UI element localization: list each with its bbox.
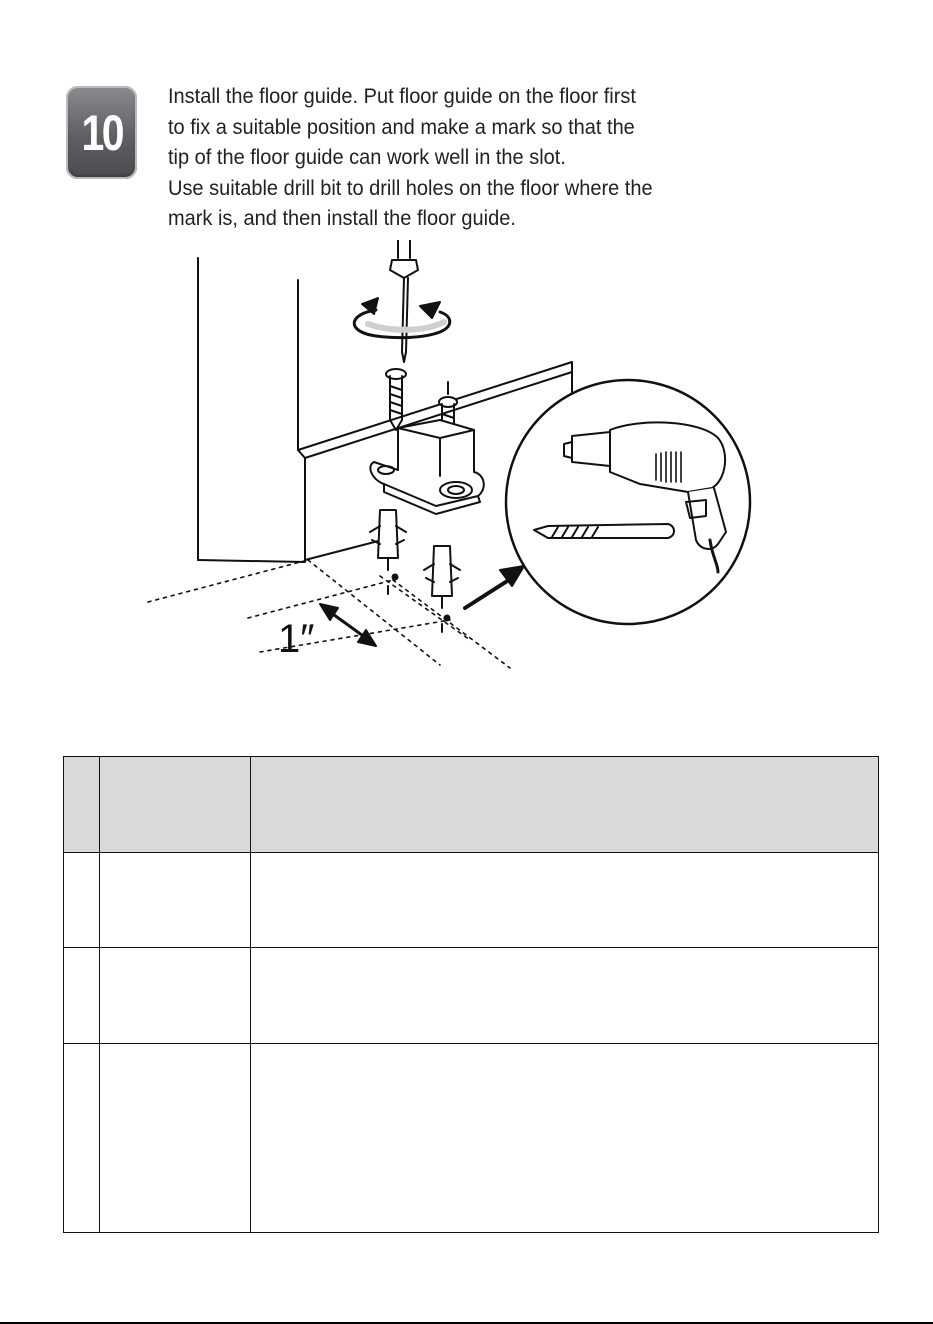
table-cell [100, 948, 251, 1043]
dimension-arrow-icon [320, 604, 376, 646]
table-header-cell [251, 757, 879, 853]
floor-guide-icon [370, 420, 483, 514]
table-cell [64, 948, 100, 1043]
instruction-text [168, 81, 768, 234]
arrow-icon [465, 566, 524, 608]
table-cell [64, 853, 100, 948]
dimension-label: 1″ [278, 617, 315, 661]
blank-table [63, 756, 879, 1233]
instruction-line: Use suitable drill bit to drill holes on the floor where the [168, 175, 653, 200]
table-header-cell [100, 757, 251, 853]
table-cell [100, 853, 251, 948]
table-cell [251, 1043, 879, 1233]
table-cell [251, 853, 879, 948]
table-row [64, 1043, 879, 1233]
table-header-row [64, 757, 879, 853]
step-number: 10 [81, 104, 122, 161]
floor-guide-installation-illustration [140, 240, 760, 680]
screwdriver-icon [390, 240, 418, 362]
table-cell [251, 948, 879, 1043]
table-row [64, 853, 879, 948]
instruction-line: tip of the floor guide can work well in the slot. [168, 145, 566, 169]
wall-anchor-icon [424, 546, 460, 632]
table-header-cell [64, 757, 100, 853]
instruction-line: mark is, and then install the floor guide. [168, 206, 516, 230]
wall-panel [198, 258, 305, 562]
instruction-line: to fix a suitable position and make a mark so that the [168, 114, 635, 139]
drill-bit-icon [534, 524, 674, 538]
table-row [64, 948, 879, 1043]
table-cell [100, 1043, 251, 1233]
table-cell [64, 1043, 100, 1233]
step-number-badge [66, 86, 137, 179]
instruction-line: Install the floor guide. Put floor guide on the floor first [168, 84, 636, 108]
